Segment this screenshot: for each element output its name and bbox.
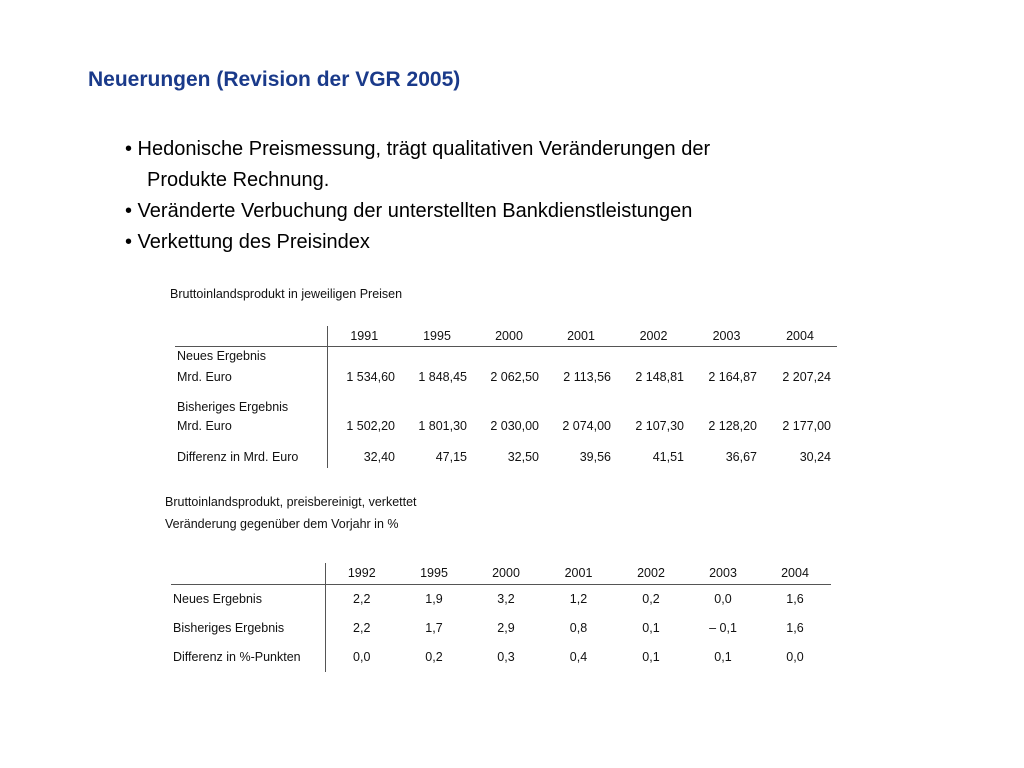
table-cell: 0,0 [714,591,732,606]
table2-year: 2001 [542,563,615,584]
table-cell: 1 801,30 [418,419,467,433]
table-cell: 1,6 [786,591,804,606]
row-label: Differenz in Mrd. Euro [175,446,327,468]
table-cell: 1,2 [569,591,588,606]
row-label: Neues Ergebnis [171,584,325,613]
table1-corner-cell [175,326,327,346]
table-cell: 0,1 [642,620,660,635]
table-cell: 47,15 [435,450,467,464]
table-cell: 0,2 [425,650,443,664]
table2-corner-cell [171,563,325,584]
row-label: Bisheriges Ergebnis [171,613,325,642]
table-cell: 32,50 [507,450,539,464]
table-cell: 0,4 [569,650,588,664]
table-cell: 0,0 [786,650,804,664]
table-cell: 0,0 [353,650,371,664]
gdp-nominal-table [175,326,837,468]
table-row [175,446,837,468]
table-row [175,346,837,366]
table2-year: 2004 [759,563,831,584]
table-cell: 2 128,20 [708,419,757,433]
table2-caption: Bruttoinlandsprodukt, preisbereinigt, verkettet [165,495,417,509]
bullet-hedonic: • Hedonische Preismessung, trägt qualitativen Veränderungen der [125,138,711,160]
spacer-row [175,388,837,398]
spacer-row [175,436,837,446]
table-cell: 0,8 [569,620,588,635]
table2-year: 2002 [615,563,687,584]
table1-header-row [175,326,837,346]
bullet-bank-services: • Veränderte Verbuchung der unterstellten Bankdienstleistungen [125,200,693,222]
row-unit-label: Mrd. Euro [175,366,327,388]
slide-title: Neuerungen (Revision der VGR 2005) [88,68,461,91]
table-cell: 32,40 [363,450,395,464]
table-row [175,416,837,436]
table-cell: 39,56 [579,450,611,464]
table-cell: 3,2 [497,591,515,606]
table1-year: 1991 [327,326,401,346]
table-cell: 1 848,45 [418,370,467,384]
table-row [175,398,837,416]
table-cell: 2,2 [353,591,371,606]
table-cell: 1 502,20 [346,419,395,433]
table2-year: 2003 [687,563,759,584]
table-cell: 0,1 [642,650,660,664]
table-row [171,613,831,642]
table-cell: 1,9 [425,591,443,606]
table-cell: 2 207,24 [782,370,831,384]
table2-year: 2000 [470,563,542,584]
table1-caption: Bruttoinlandsprodukt in jeweiligen Preisen [170,287,403,301]
table1-year: 2002 [617,326,690,346]
table1-year: 2000 [473,326,545,346]
table-cell: 36,67 [725,450,757,464]
table-cell: 2 030,00 [490,419,539,433]
table-cell: 2 148,81 [635,370,684,384]
bullet-hedonic-continuation: Produkte Rechnung. [147,169,330,191]
table-cell: 1,6 [786,620,804,635]
table-cell: 2 107,30 [635,419,684,433]
table-row [171,642,831,672]
table-row [171,584,831,613]
table-cell: 0,2 [642,591,660,606]
row-label: Neues Ergebnis [175,346,327,366]
table1-year: 1995 [401,326,473,346]
row-unit-label: Mrd. Euro [175,416,327,436]
row-label: Bisheriges Ergebnis [175,398,327,416]
table-row [175,366,837,388]
row-label: Differenz in %-Punkten [171,642,325,672]
table-cell: 0,1 [714,650,732,664]
bullet-list [125,134,710,258]
table-cell: 41,51 [652,450,684,464]
bullet-chain-index: • Verkettung des Preisindex [125,231,370,253]
table-cell: 1,7 [425,620,443,635]
table-cell: 30,24 [799,450,831,464]
table2-year: 1992 [325,563,398,584]
table-cell: 2 164,87 [708,370,757,384]
table2-header-row [171,563,831,584]
gdp-real-change-table [171,563,831,672]
table-cell: 2 113,56 [563,370,611,384]
table1-year: 2001 [545,326,617,346]
table-cell: 2 177,00 [782,419,831,433]
table-cell: 2 074,00 [562,419,611,433]
table1-year: 2004 [763,326,837,346]
table-cell: – 0,1 [709,620,737,635]
table-cell: 1 534,60 [346,370,395,384]
table2-subcaption: Veränderung gegenüber dem Vorjahr in % [165,517,399,531]
table-cell: 0,3 [497,650,515,664]
table2-year: 1995 [398,563,470,584]
table-cell: 2,9 [497,620,515,635]
table1-year: 2003 [690,326,763,346]
table-cell: 2,2 [353,620,371,635]
table-cell: 2 062,50 [490,370,539,384]
